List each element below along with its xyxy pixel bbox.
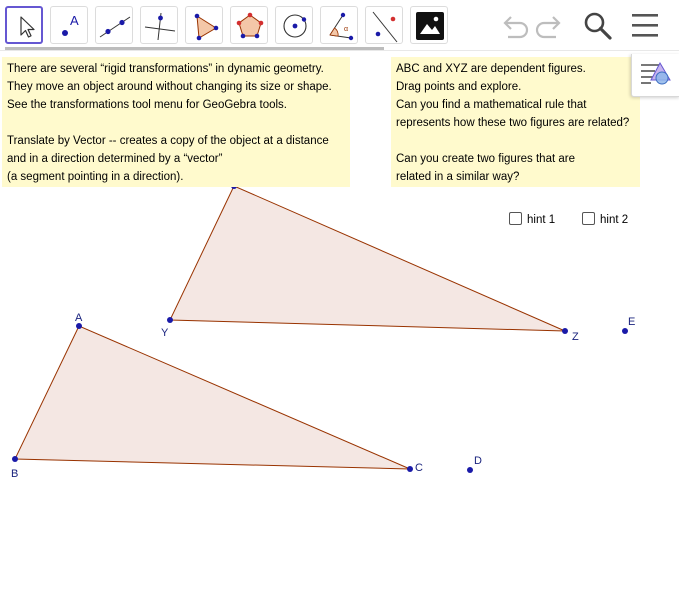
checkbox-icon[interactable] — [509, 212, 522, 225]
point-y[interactable] — [167, 317, 173, 323]
task-line: represents how these two figures are related? — [396, 117, 630, 129]
intro-line: There are several “rigid transformations” in dynamic geometry. — [7, 63, 324, 75]
task-line — [396, 132, 635, 150]
checkbox-icon[interactable] — [582, 212, 595, 225]
hint-1-label: hint 1 — [527, 214, 556, 226]
svg-text:α: α — [344, 26, 349, 33]
intro-line: Translate by Vector -- creates a copy of the object at a distance — [7, 135, 329, 147]
point-d[interactable] — [467, 467, 473, 473]
task-text-box — [391, 57, 640, 187]
label-z: Z — [572, 331, 579, 343]
task-line: Can you find a mathematical rule that — [396, 99, 587, 111]
hint-2-checkbox[interactable] — [582, 212, 628, 228]
hint-2-label: hint 2 — [600, 214, 629, 226]
hint-1-checkbox[interactable] — [509, 212, 555, 228]
intro-line: See the transformations tool menu for GeoGebra tools. — [7, 99, 287, 111]
style-bar-icon — [632, 54, 679, 96]
point-c[interactable] — [407, 466, 413, 472]
triangle-abc[interactable] — [15, 326, 410, 469]
label-b: B — [11, 468, 19, 480]
intro-line — [7, 114, 345, 132]
label-a: A — [75, 312, 83, 324]
task-line: ABC and XYZ are dependent figures. — [396, 63, 586, 75]
label-e: E — [628, 316, 636, 328]
task-line: Can you create two figures that are — [396, 153, 575, 165]
intro-line: (a segment pointing in a direction). — [7, 171, 184, 183]
intro-line: and in a direction determined by a “vector” — [7, 153, 223, 165]
point-b[interactable] — [12, 456, 18, 462]
task-line: related in a similar way? — [396, 171, 520, 183]
style-bar-toggle[interactable] — [631, 54, 679, 97]
intro-line: They move an object around without changing its size or shape. — [7, 81, 332, 93]
task-line: Drag points and explore. — [396, 81, 522, 93]
triangle-xyz[interactable] — [170, 186, 565, 331]
intro-text-box — [2, 57, 350, 187]
label-d: D — [474, 455, 482, 467]
point-e[interactable] — [622, 328, 628, 334]
point-z[interactable] — [562, 328, 568, 334]
label-c: C — [415, 462, 423, 474]
svg-text:A: A — [70, 13, 79, 28]
label-y: Y — [161, 327, 169, 339]
